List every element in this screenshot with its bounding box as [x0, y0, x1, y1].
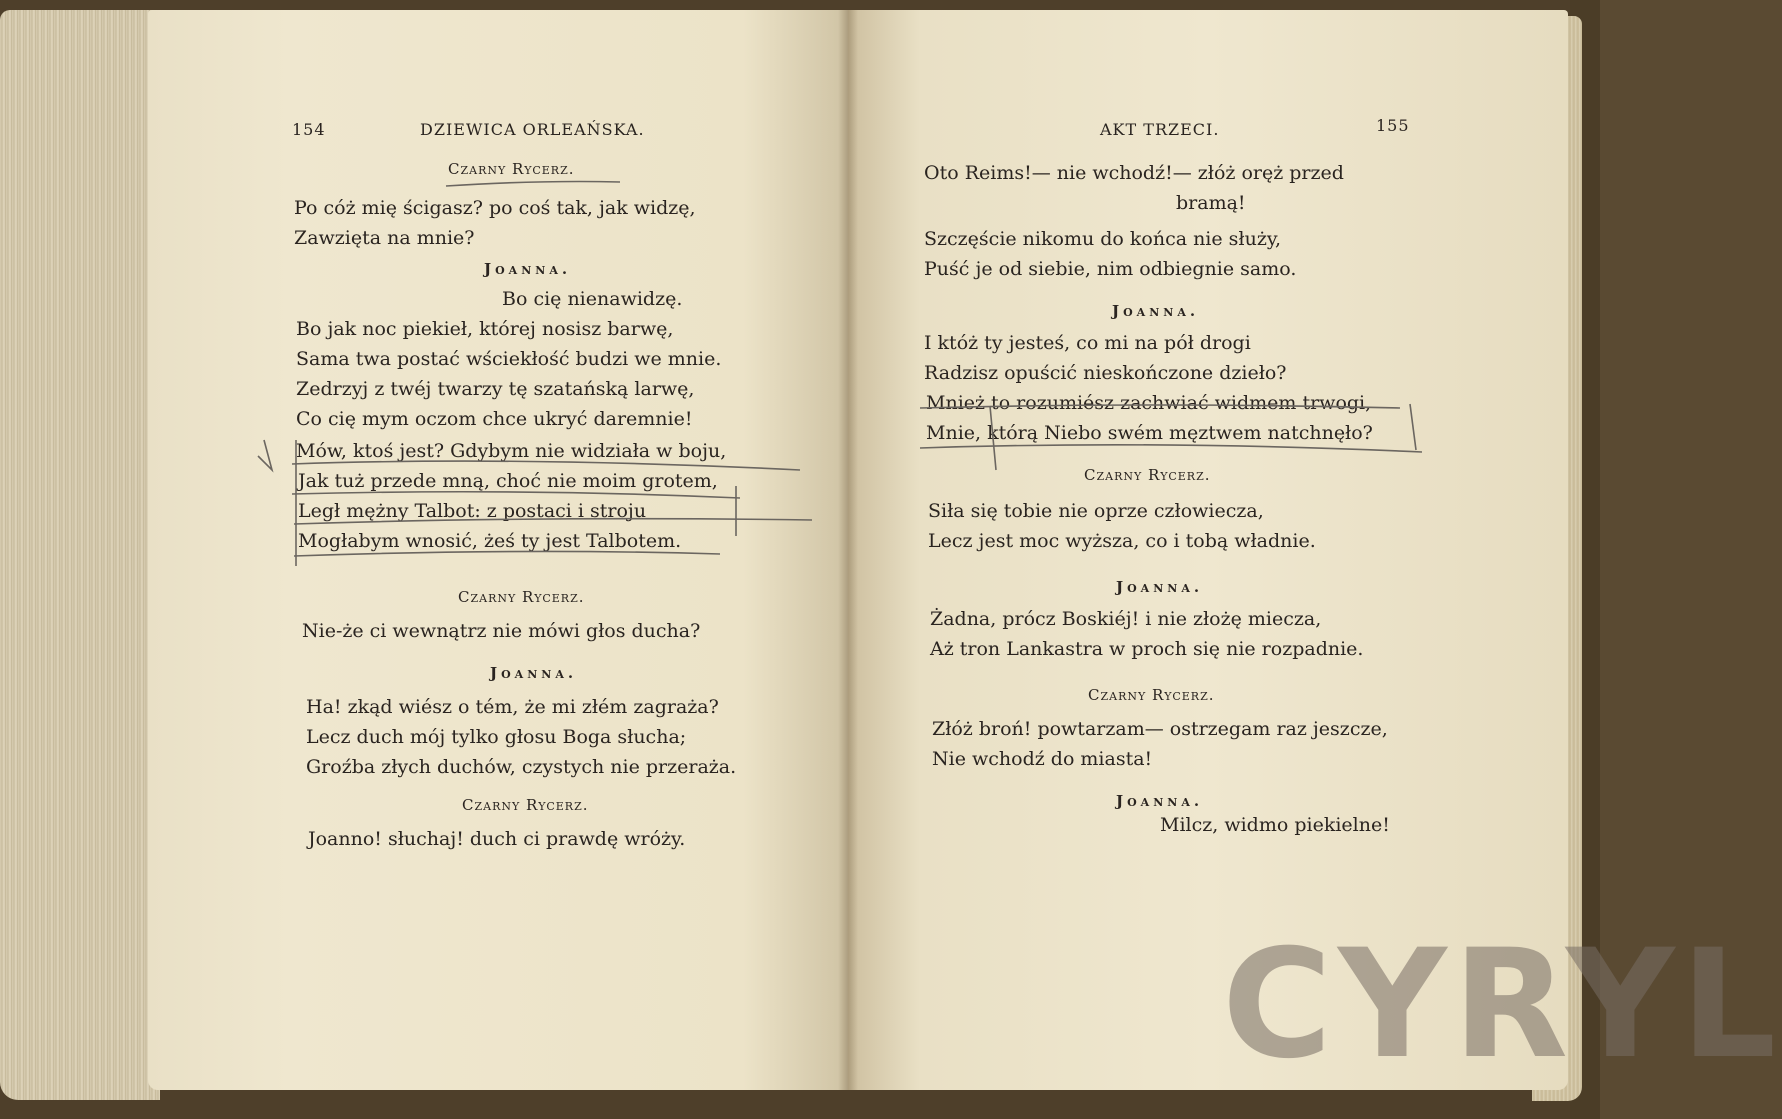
bracket-mark — [1410, 404, 1416, 450]
verse-line: Bo jak noc piekieł, której nosisz barwę, — [296, 318, 674, 340]
verse-line: Joanno! słuchaj! duch ci prawdę wróży. — [308, 828, 686, 850]
strike-mark — [292, 492, 740, 498]
verse-line: Zawzięta na mnie? — [294, 227, 475, 249]
verse-line: Milcz, widmo piekielne! — [1160, 814, 1390, 836]
verse-line: Mnież to rozumiész zachwiać widmem trwogi, — [926, 392, 1372, 414]
speaker-label: Czarny Rycerz. — [1088, 686, 1215, 704]
verse-line: Nie-że ci wewnątrz nie mówi głos ducha? — [302, 620, 701, 642]
verse-line: Lecz jest moc wyższa, co i tobą władnie. — [928, 530, 1316, 552]
verse-line: Co cię mym oczom chce ukryć daremnie! — [296, 408, 693, 430]
verse-line: Szczęście nikomu do końca nie służy, — [924, 228, 1282, 250]
verse-line: Aż tron Lankastra w proch się nie rozpadnie. — [930, 638, 1364, 660]
verse-line: I któż ty jesteś, co mi na pół drogi — [924, 332, 1251, 354]
verse-line: Sama twa postać wściekłość budzi we mnie. — [296, 348, 722, 370]
speaker-label: Joanna. — [490, 664, 578, 682]
bracket-mark — [990, 406, 996, 470]
verse-line: Siła się tobie nie oprze człowiecza, — [928, 500, 1264, 522]
verse-line: Lecz duch mój tylko głosu Boga słucha; — [306, 726, 687, 748]
verse-line: Żadna, prócz Boskiéj! i nie złożę miecza, — [930, 608, 1322, 630]
strike-mark — [294, 551, 720, 556]
cyryl-watermark: CYRYL — [1222, 918, 1782, 1092]
verse-line: Jak tuż przede mną, choć nie moim grotem, — [298, 470, 718, 492]
verse-line: Zedrzyj z twéj twarzy tę szatańską larwę, — [296, 378, 695, 400]
underline-mark — [446, 182, 620, 187]
strike-mark — [920, 445, 1422, 452]
speaker-label: Czarny Rycerz. — [1084, 466, 1211, 484]
verse-line: Legł mężny Talbot: z postaci i stroju — [298, 500, 647, 522]
verse-line: Mnie, którą Niebo swém męztwem natchnęło? — [926, 422, 1373, 444]
verse-line: Nie wchodź do miasta! — [932, 748, 1153, 770]
strike-mark — [292, 461, 800, 470]
verse-line: Mów, ktoś jest? Gdybym nie widziała w boju, — [296, 440, 727, 462]
verse-line: bramą! — [1176, 192, 1246, 214]
right-page-number: 155 — [1376, 116, 1410, 135]
right-running-head: AKT TRZECI. — [1100, 120, 1220, 139]
verse-line: Oto Reims!— nie wchodź!— złóż oręż przed — [924, 162, 1344, 184]
strike-mark — [294, 519, 812, 524]
speaker-label: Joanna. — [1116, 792, 1204, 810]
speaker-label: Joanna. — [484, 260, 572, 278]
tick-mark — [258, 440, 272, 470]
speaker-label: Joanna. — [1112, 302, 1200, 320]
verse-line: Puść je od siebie, nim odbiegnie samo. — [924, 258, 1297, 280]
verse-line: Groźba złych duchów, czystych nie przeraża. — [306, 756, 737, 778]
speaker-label: Czarny Rycerz. — [448, 160, 575, 178]
verse-line: Złóż broń! powtarzam— ostrzegam raz jeszcze, — [932, 718, 1388, 740]
verse-line: Bo cię nienawidzę. — [502, 288, 683, 310]
verse-line: Radzisz opuścić nieskończone dzieło? — [924, 362, 1287, 384]
speaker-label: Czarny Rycerz. — [458, 588, 585, 606]
verse-line: Ha! zkąd wiész o tém, że mi złém zagraża? — [306, 696, 719, 718]
left-page-number: 154 — [292, 120, 326, 139]
left-running-head: DZIEWICA ORLEAŃSKA. — [420, 120, 645, 139]
verse-line: Mogłabym wnosić, żeś ty jest Talbotem. — [298, 530, 682, 552]
strike-mark — [920, 405, 1400, 408]
speaker-label: Czarny Rycerz. — [462, 796, 589, 814]
speaker-label: Joanna. — [1116, 578, 1204, 596]
verse-line: Po cóż mię ścigasz? po coś tak, jak widzę, — [294, 197, 696, 219]
